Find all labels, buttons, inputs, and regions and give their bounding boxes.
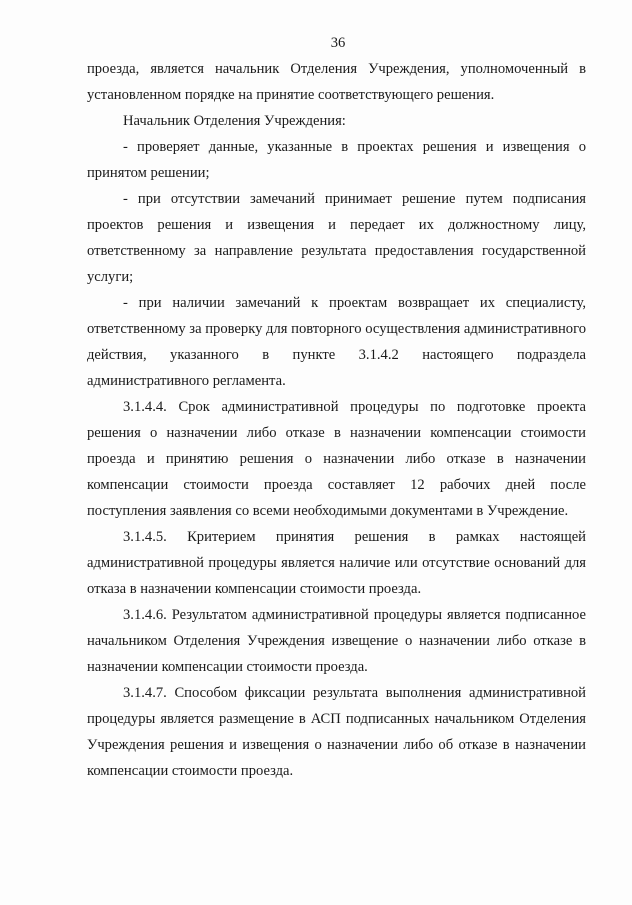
paragraph-3-1-4-7: 3.1.4.7. Способом фиксации результата выполнения административной процедуры является размещение в АСП подписанных начальником Отделения Учреждения решения и извещения о назначении либо об отказе в назначении компенсации стоимости проезда. <box>87 685 586 779</box>
paragraph-no-remarks: - при отсутствии замечаний принимает решение путем подписания проектов решения и извещения и передает их должностному лицу, ответственному за направление результата предоставления государственной услуги; <box>87 191 586 285</box>
document-body <box>87 56 586 784</box>
paragraph-3-1-4-6: 3.1.4.6. Результатом административной процедуры является подписанное начальником Отделения Учреждения извещение о назначении либо отказе в назначении компенсации стоимости проезда. <box>87 607 586 675</box>
page-number: 36 <box>330 35 346 51</box>
paragraph-check-data: - проверяет данные, указанные в проектах решения и извещения о принятом решении; <box>87 139 586 181</box>
paragraph-3-1-4-4: 3.1.4.4. Срок административной процедуры по подготовке проекта решения о назначении либо отказе в назначении компенсации стоимости проезда и принятию решения о назначении либо отказе в назначении компенсации стоимости проезда составляет 12 рабочих дней после поступления заявления со всеми необходимыми документами в Учреждение. <box>87 399 586 519</box>
paragraph-head-heading: Начальник Отделения Учреждения: <box>123 113 346 129</box>
paragraph-with-remarks: - при наличии замечаний к проектам возвращает их специалисту, ответственному за проверку для повторного осуществления административного действия, указанного в пункте 3.1.4.2 настоящего подраздела административного регламента. <box>87 295 586 389</box>
paragraph-continuation: проезда, является начальник Отделения Учреждения, уполномоченный в установленном порядке на принятие соответствующего решения. <box>87 61 586 103</box>
paragraph-3-1-4-5: 3.1.4.5. Критерием принятия решения в рамках настоящей административной процедуры является наличие или отсутствие оснований для отказа в назначении компенсации стоимости проезда. <box>87 529 586 597</box>
